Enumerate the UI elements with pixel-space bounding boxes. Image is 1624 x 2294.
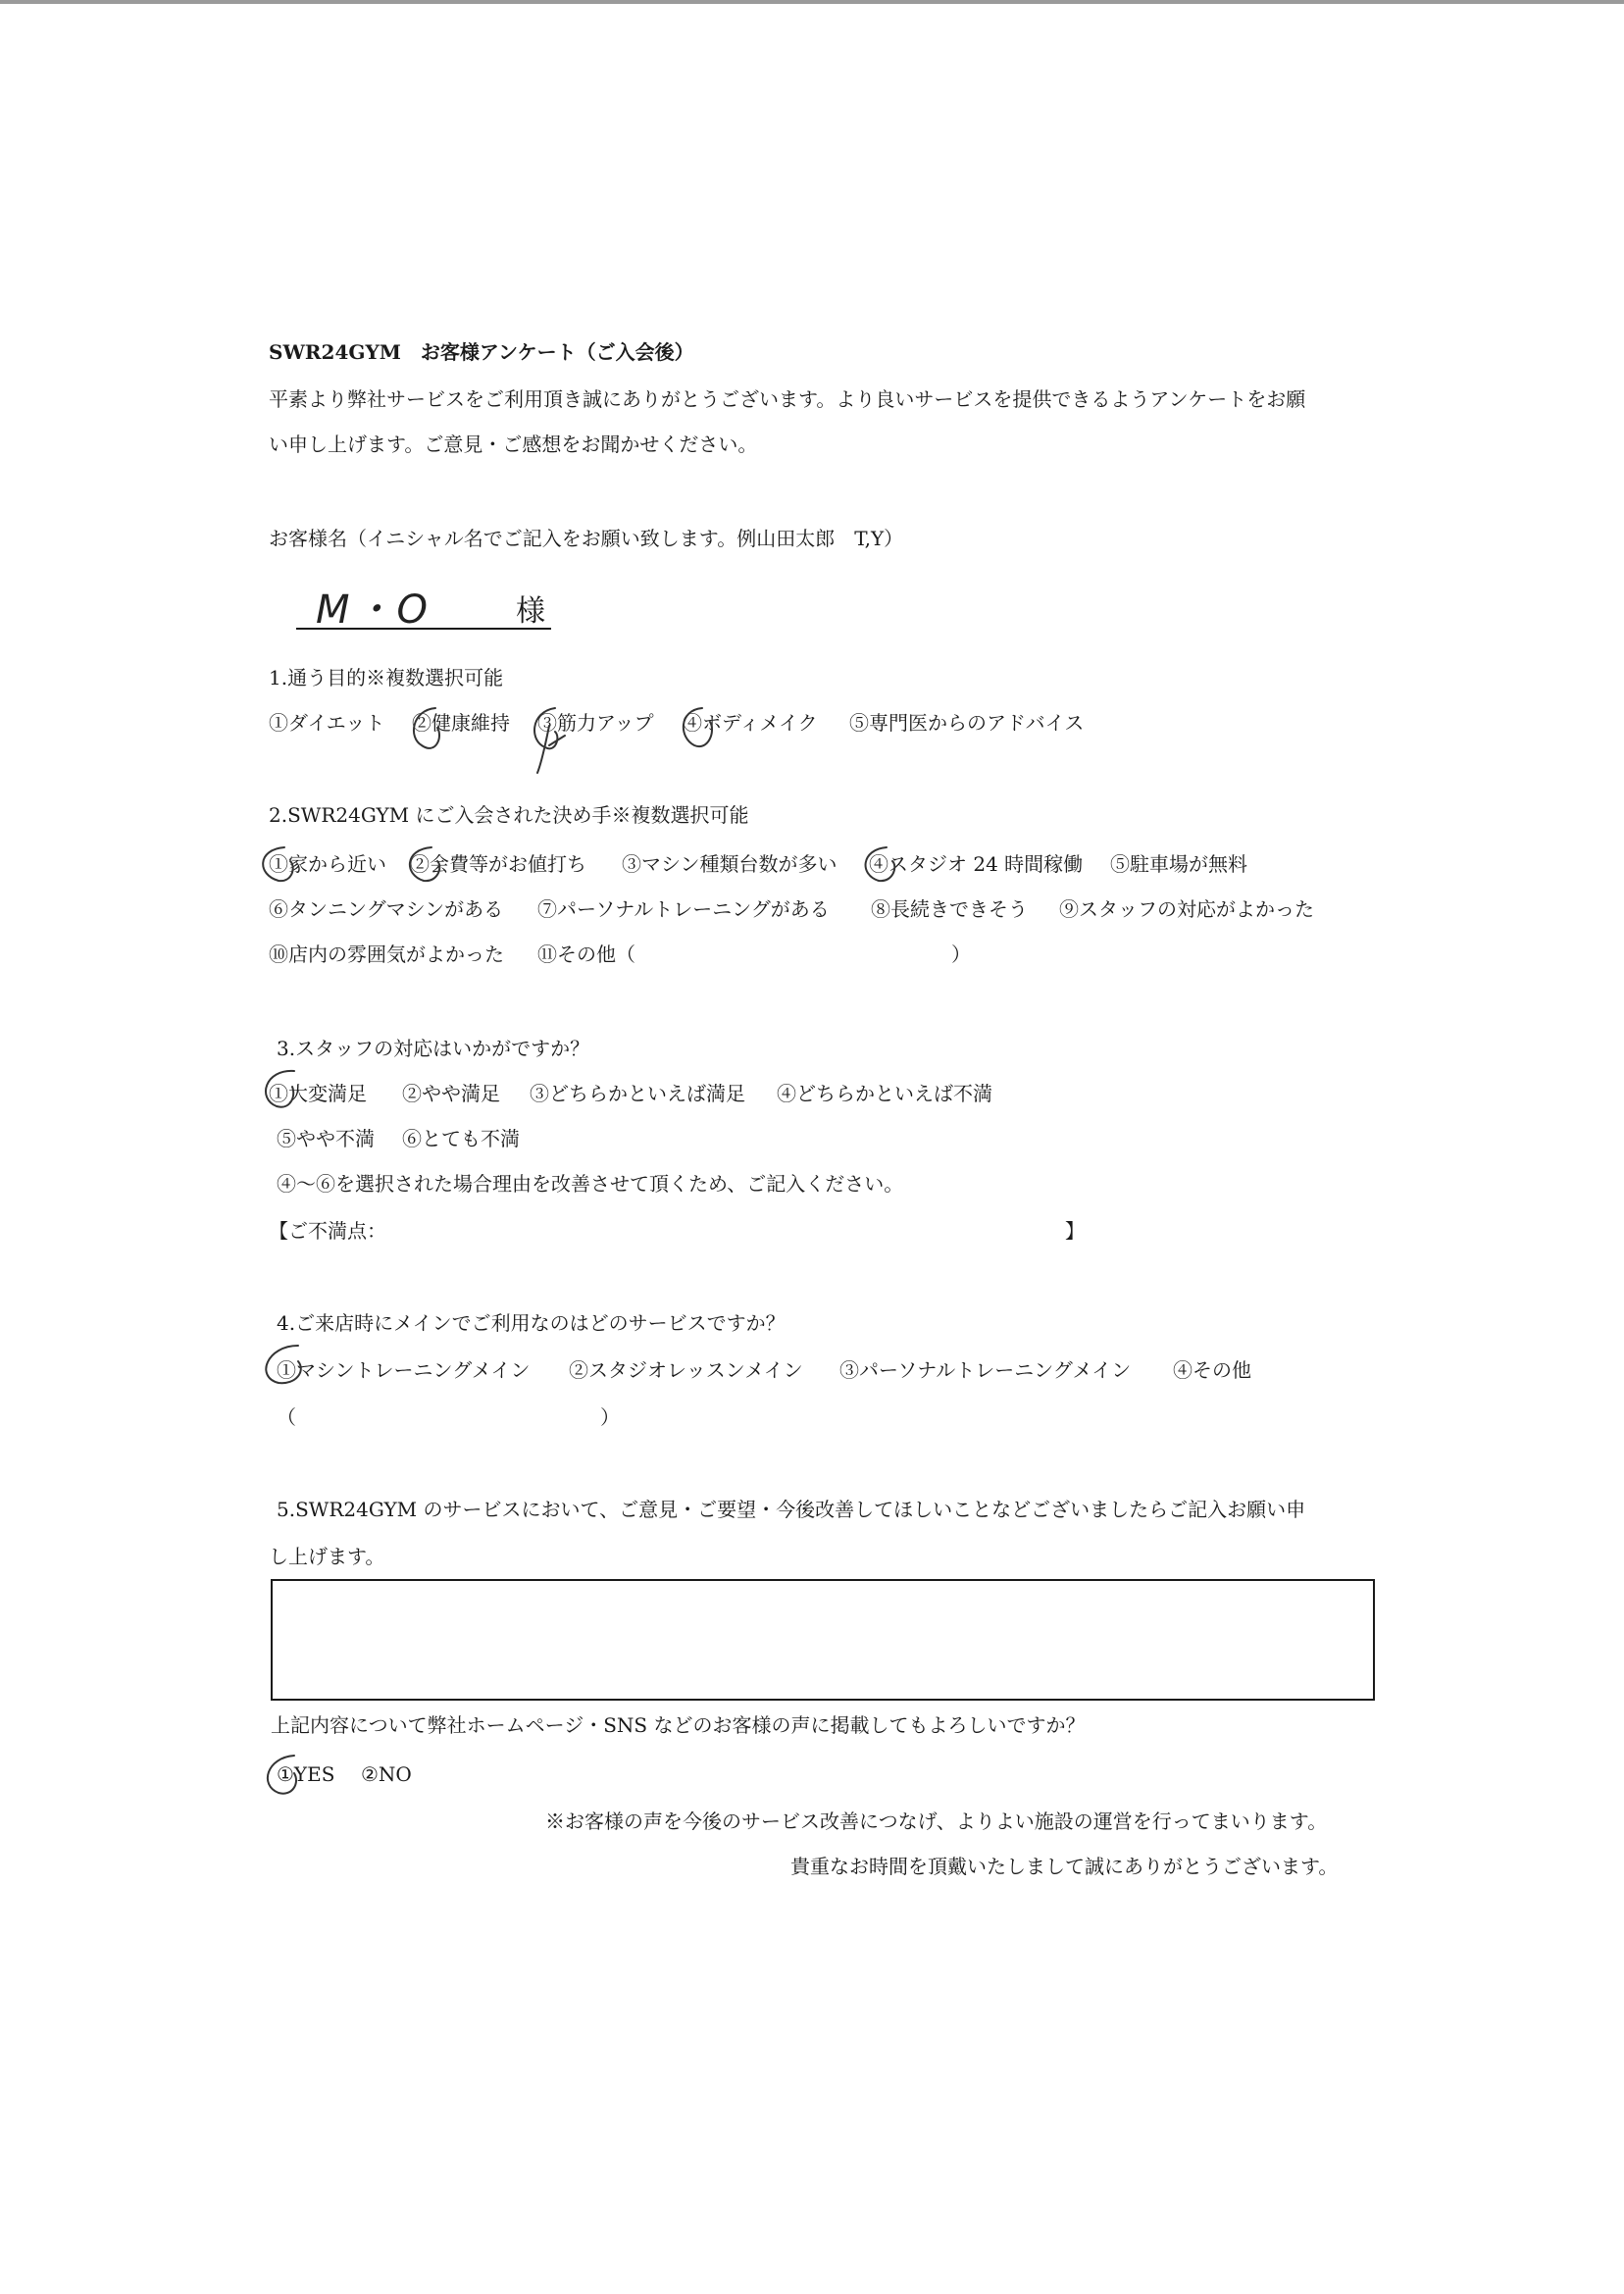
q2-option-machines[interactable]: ③マシン種類台数が多い <box>622 852 837 876</box>
q3-option-somewhat-dissatisfied[interactable]: ⑤やや不満 <box>277 1127 375 1150</box>
q2-option-tanning[interactable]: ⑥タンニングマシンがある <box>269 897 504 921</box>
q4-other-open-paren: （ <box>277 1405 296 1429</box>
intro-text-line-1: 平素より弊社サービスをご利用頂き誠にありがとうございます。より良いサービスを提供できるようアンケートをお願 <box>269 387 1306 411</box>
publish-question: 上記内容について弊社ホームページ・SNS などのお客様の声に掲載してもよろしいですか？ <box>271 1713 1086 1737</box>
q1-option-diet[interactable]: ①ダイエット <box>269 711 385 735</box>
q3-dissatisfaction-close: 】 <box>1065 1219 1085 1243</box>
publish-option-yes[interactable]: ①YES <box>277 1762 335 1786</box>
customer-name-label: お客様名（イニシャル名でご記入をお願い致します。例山田太郎 T,Y） <box>269 527 904 550</box>
q3-dissatisfaction-label: 【ご不満点： <box>269 1219 386 1243</box>
footer-note: ※お客様の声を今後のサービス改善につなげ、よりよい施設の運営を行ってまいります。 <box>545 1810 1328 1833</box>
q5-title-line-1: 5.SWR24GYM のサービスにおいて、ご意見・ご要望・今後改善してほしいことなどございましたらご記入お願い申 <box>277 1498 1306 1521</box>
q4-other-close-paren: ） <box>600 1405 620 1429</box>
q1-option-health[interactable]: ②健康維持 <box>412 711 510 735</box>
q2-option-other[interactable]: ⑪その他（ <box>537 943 635 966</box>
footer-thanks: 貴重なお時間を頂戴いたしまして誠にありがとうございます。 <box>790 1855 1339 1878</box>
honorific-sama: 様 <box>516 594 545 629</box>
q3-option-rather-satisfied[interactable]: ③どちらかといえば満足 <box>530 1082 745 1105</box>
q1-option-bodymake[interactable]: ④ボディメイク <box>683 711 818 735</box>
q1-option-doctor-advice[interactable]: ⑤専門医からのアドバイス <box>849 711 1085 735</box>
q3-option-rather-dissatisfied[interactable]: ④どちらかといえば不満 <box>777 1082 992 1105</box>
q4-option-studio[interactable]: ②スタジオレッスンメイン <box>569 1358 803 1382</box>
q2-option-near-home[interactable]: ①家から近い <box>269 852 386 876</box>
q3-option-somewhat-satisfied[interactable]: ②やや満足 <box>402 1082 500 1105</box>
q2-other-close-paren: ） <box>951 943 971 966</box>
q2-option-fee[interactable]: ②会費等がお値打ち <box>410 852 586 876</box>
customer-name-value: M・O <box>316 587 431 633</box>
q3-title: 3.スタッフの対応はいかがですか？ <box>277 1037 590 1060</box>
q4-option-personal[interactable]: ③パーソナルトレーニングメイン <box>839 1358 1132 1382</box>
q3-option-very-satisfied[interactable]: ①大変満足 <box>269 1082 367 1105</box>
form-title: SWR24GYM お客様アンケート（ご入会後） <box>269 340 694 364</box>
q2-option-parking[interactable]: ⑤駐車場が無料 <box>1110 852 1247 876</box>
q3-option-very-dissatisfied[interactable]: ⑥とても不満 <box>402 1127 520 1150</box>
q2-option-personal[interactable]: ⑦パーソナルトレーニングがある <box>537 897 830 921</box>
q4-option-machine[interactable]: ①マシントレーニングメイン <box>277 1358 531 1382</box>
q4-option-other[interactable]: ④その他 <box>1173 1358 1251 1382</box>
q2-title: 2.SWR24GYM にご入会された決め手※複数選択可能 <box>269 803 749 827</box>
q5-title-line-2: し上げます。 <box>269 1545 385 1568</box>
q2-option-studio-24h[interactable]: ④スタジオ 24 時間稼働 <box>869 852 1084 876</box>
q2-option-long-term[interactable]: ⑧長続きできそう <box>871 897 1028 921</box>
page-top-edge <box>0 0 1624 4</box>
q3-note: ④～⑥を選択された場合理由を改善させて頂くため、ご記入ください。 <box>277 1172 904 1196</box>
publish-option-no[interactable]: ②NO <box>361 1762 412 1786</box>
q2-option-atmosphere[interactable]: ⑩店内の雰囲気がよかった <box>269 943 504 966</box>
q4-title: 4.ご来店時にメインでご利用なのはどのサービスですか？ <box>277 1311 786 1335</box>
q1-title: 1.通う目的※複数選択可能 <box>269 666 504 689</box>
q1-option-strength[interactable]: ③筋力アップ <box>537 711 654 735</box>
q5-comment-box[interactable] <box>271 1579 1375 1701</box>
intro-text-line-2: い申し上げます。ご意見・ご感想をお聞かせください。 <box>269 433 758 456</box>
q2-option-staff[interactable]: ⑨スタッフの対応がよかった <box>1059 897 1314 921</box>
